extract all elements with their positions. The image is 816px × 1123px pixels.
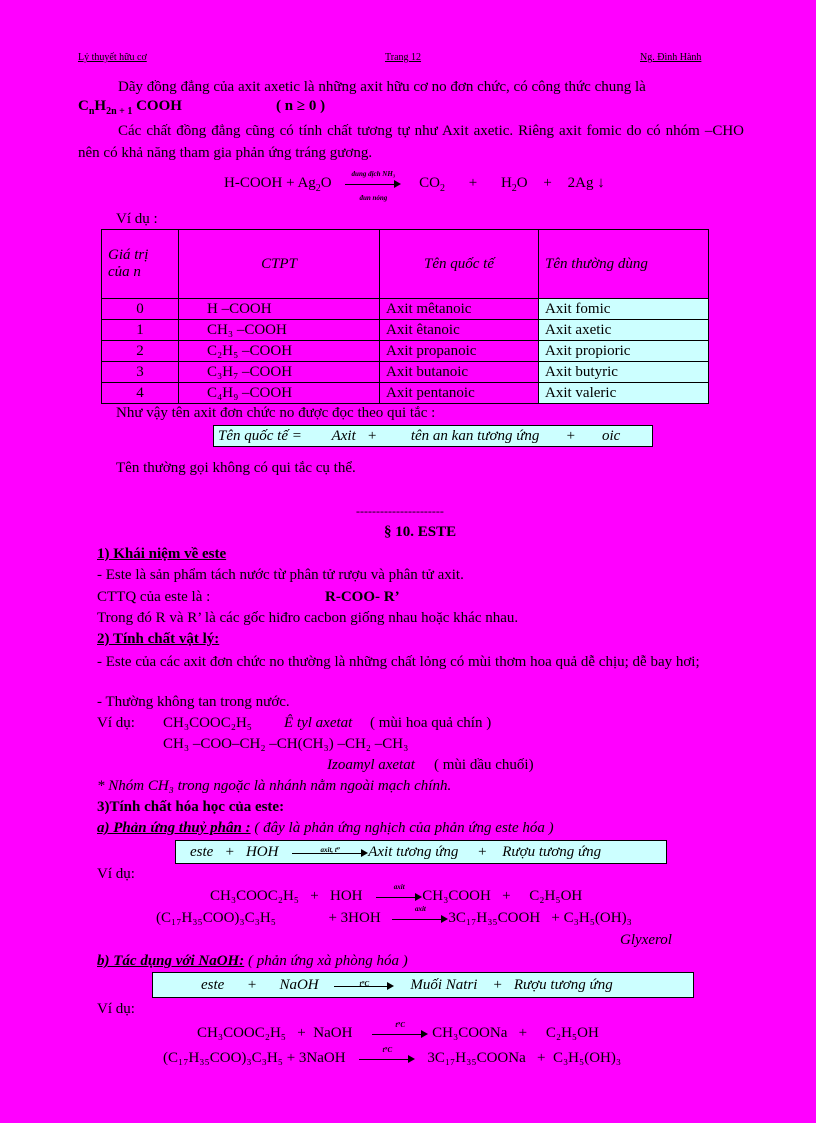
heading-saponification: b) Tác dụng với NaOH: [97, 953, 245, 969]
naming-rule-box: Tên quốc tế = Axit + tên an kan tương ứng + oic [213, 425, 653, 447]
ester-example-1-note: ( mùi hoa quả chín ) [370, 715, 492, 731]
physical-text: - Este của các axit đơn chức no thường là những chất lỏng có mùi thơm hoa quả dễ chịu; dễ bay hơi; [97, 654, 700, 670]
reaction-arrow: t⁰C [334, 980, 394, 992]
general-formula: $C_nH_{2n + 1}$ COOH [78, 98, 182, 117]
acid-table [101, 229, 709, 404]
ester-example-1-name: Ê tyl axetat [284, 715, 353, 731]
section-title: § 10. ESTE [384, 524, 457, 540]
header-left: Lý thuyết hữu cơ [78, 52, 147, 63]
rule-intro: Như vậy tên axit đơn chức no được đọc theo qui tắc : [116, 405, 436, 421]
header-right: Ng. Đình Hành [640, 52, 702, 63]
hydrolysis-example-2: (C₁₇H₃₅COO)₃C₃H₅ + 3HOH axit 3C₁₇H₃₅COOH + C₃H₅(OH)₃ [156, 904, 632, 926]
heading-physical: 2) Tính chất vật lý: [97, 631, 220, 647]
reaction-arrow: t⁰C [372, 1028, 428, 1040]
hydrolysis-note: ( đây là phản ứng nghịch của phản ứng este hóa ) [254, 820, 554, 836]
table-header-row [102, 230, 709, 299]
col-common-header: Tên thường dùng [539, 230, 709, 299]
col-ctpt-header: CTPT [179, 230, 380, 299]
saponification-example-1: CH₃COOC₂H₅ + NaOH t⁰C CH₃COONa + C₂H₅OH [197, 1020, 599, 1041]
table-row: 4 C₄H₉ –COOH Axit pentanoic Axit valeric [102, 383, 709, 404]
reaction-arrow: axit [392, 913, 448, 925]
branch-footnote: * Nhóm CH₃ trong ngoặc là nhánh nằm ngoài mạch chính. [97, 778, 452, 794]
table-row: 3 C₃H₇ –COOH Axit butanoic Axit butyric [102, 362, 709, 383]
example-label: Ví dụ : [116, 211, 158, 227]
common-name-note: Tên thường gọi không có qui tắc cụ thể. [116, 460, 356, 476]
table-row: 1 CH₃ –COOH Axit êtanoic Axit axetic [102, 320, 709, 341]
heading-chemical: 3)Tính chất hóa học của este: [97, 799, 285, 815]
hydrolysis-example-1: CH₃COOC₂H₅ + HOH axit CH₃COOH + C₂H₅OH [210, 882, 583, 904]
saponification-example-2: (C₁₇H₃₅COO)₃C₃H₅ + 3NaOH t⁰C 3C₁₇H₃₅COONa + C₃H₅(OH)₃ [163, 1045, 622, 1066]
ester-example-2-note: ( mùi dầu chuối) [434, 757, 534, 773]
glycerol-label: Glyxerol [620, 932, 672, 948]
reaction-arrow: axit, t⁰ [292, 847, 368, 859]
col-iupac-header: Tên quốc tế [380, 230, 539, 299]
example-label-2: Ví dụ: [97, 715, 135, 731]
down-arrow-icon: ↓ [597, 175, 605, 191]
formula-condition: ( n ≥ 0 ) [276, 98, 326, 114]
reaction-arrow: dung dịch NH₃ đun nóng [345, 178, 401, 190]
intro-line1: Dãy đồng đẳng của axit axetic là những axit hữu cơ no đơn chức, có công thức chung là [118, 79, 646, 95]
table-row: 0 H –COOH Axit mêtanoic Axit fomic [102, 299, 709, 320]
intro-line2: Các chất đồng đẳng cũng có tính chất tương tự như Axit axetic. Riêng axit fomic do có nhóm –CHO nên có khả năng tham gia phản ứng tráng gương. [78, 123, 744, 161]
heading-saponification-line [97, 953, 408, 970]
heading-hydrolysis-line [97, 820, 554, 837]
divider: ---------------------- [356, 504, 444, 518]
ester-example-2-formula: CH₃ –COO–CH₂ –CH(CH₃) –CH₂ –CH₃ [163, 736, 409, 752]
cttq-note: Trong đó R và R’ là các gốc hiđro cacbon giống nhau hoặc khác nhau. [97, 610, 519, 626]
hydrolysis-box: este + HOH axit, t⁰ Axit tương ứng + Rượu tương ứng [175, 840, 667, 864]
example-label-3: Ví dụ: [97, 866, 135, 882]
ester-example-2-name: Izoamyl axetat [327, 757, 415, 773]
saponification-note: ( phản ứng xà phòng hóa ) [247, 953, 408, 969]
col-n-header: Giá trị của n [102, 230, 179, 299]
heading-hydrolysis: a) Phản ứng thuỷ phân : [97, 820, 251, 836]
header-center: Trang 12 [385, 52, 422, 63]
cttq-label: CTTQ của este là : [97, 589, 211, 605]
concept-text: - Este là sản phẩm tách nước từ phân tử rượu và phân tử axit. [97, 567, 464, 583]
ester-example-1-formula: CH₃COOC₂H₅ [163, 715, 253, 731]
saponification-box: este + NaOH t⁰C Muối Natri + Rượu tương ứng [152, 972, 694, 998]
solubility-text: - Thường không tan trong nước. [97, 694, 290, 710]
silver-mirror-reaction: H-COOH + $Ag_2O$ dung dịch NH₃ đun nóng $CO_2 + H_2O + 2Ag$ ↓ [224, 169, 605, 202]
reaction-arrow: axit [376, 891, 422, 903]
heading-concept: 1) Khái niệm về este [97, 546, 227, 562]
reaction-arrow: t⁰C [359, 1053, 415, 1065]
table-row: 2 C₂H₅ –COOH Axit propanoic Axit propioric [102, 341, 709, 362]
example-label-4: Ví dụ: [97, 1001, 135, 1017]
cttq-formula: R-COO- R’ [325, 589, 400, 605]
